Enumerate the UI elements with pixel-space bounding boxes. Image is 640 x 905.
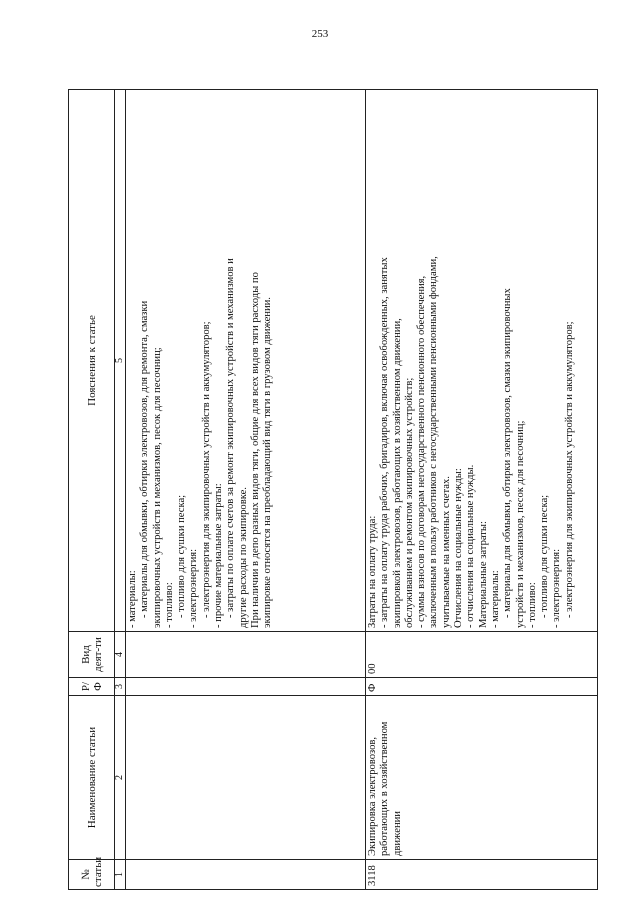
rf-cell: [126, 678, 366, 696]
explanation-line: обслуживанием и ремонтом экипировочных устройств;: [403, 377, 415, 628]
explanation-line: экипировкой электровозов, работающих в хозяйственном движении,: [391, 318, 403, 628]
explanation-line: - затраты по оплате счетов за ремонт экипировочных устройств и механизмов и: [225, 258, 237, 618]
explanation-line: - материалы:: [127, 570, 138, 628]
header-rf: Р/Ф: [69, 678, 115, 696]
explanation-line: - топливо для сушки песка;: [176, 494, 188, 618]
explanation-line: - электроэнергия для экипировочных устройств и аккумуляторов;: [563, 321, 575, 618]
explanation-line: - отчисления на социальные нужды.: [465, 464, 477, 628]
explanation-line: экипировочных устройств и механизмов, песок для песочниц;: [151, 347, 163, 628]
explanation-line: другие расходы по экипировке.: [237, 487, 249, 628]
column-number: 4: [115, 632, 126, 678]
explanation-cell: [366, 90, 598, 632]
header-article-number: № статьи: [69, 860, 115, 890]
explanation-line: - топливо:: [526, 582, 538, 628]
explanation-line: устройств и механизмов, песок для песочниц;: [514, 420, 526, 628]
explanation-line: Затраты на оплату труда:: [367, 515, 378, 628]
explanation-line: экипировке относятся на преобладающий вид тяги в грузовом движении.: [262, 297, 274, 628]
explanation-line: - электроэнергия:: [551, 548, 563, 628]
column-number: 3: [115, 678, 126, 696]
activity-cell: 00: [366, 632, 598, 678]
header-article-name: Наименование статьи: [69, 696, 115, 860]
column-number: 2: [115, 696, 126, 860]
explanation-line: - топливо:: [163, 582, 175, 628]
article-name-cell: Экипировка электровозов, работающих в хозяйственном движении: [366, 696, 598, 860]
explanation-line: - электроэнергия:: [188, 548, 200, 628]
rf-cell: Ф: [366, 678, 598, 696]
column-number: 5: [115, 90, 126, 632]
rotated-table-page: [68, 90, 598, 890]
explanation-line: учитываемые на именных счетах.: [440, 476, 452, 628]
explanation-line: - суммы взносов по договорам негосударственного пенсионного обеспечения,: [416, 275, 428, 628]
article-number-cell: [126, 860, 366, 890]
explanation-line: - прочие материальные затраты:: [213, 483, 225, 628]
column-number-row: [115, 90, 126, 890]
explanation-line: - материалы для обмывки, обтирки электровозов, для ремонта, смазки: [139, 300, 151, 618]
table-row: [126, 90, 366, 890]
articles-table: [68, 89, 598, 890]
header-activity-type: Вид деят-ти: [69, 632, 115, 678]
explanation-line: - топливо для сушки песка;: [539, 494, 551, 618]
explanation-line: - материалы:: [489, 570, 501, 628]
article-number-cell: 3118: [366, 860, 598, 890]
table-header-row: [69, 90, 115, 890]
explanation-line: - электроэнергия для экипировочных устройств и аккумуляторов;: [200, 321, 212, 618]
header-explanation: Пояснения к статье: [69, 90, 115, 632]
explanation-cell: [126, 90, 366, 632]
explanation-line: заключенным в пользу работников с негосударственными пенсионными фондами,: [428, 256, 440, 628]
explanation-line: Материальные затраты:: [477, 521, 489, 628]
article-name-cell: [126, 696, 366, 860]
explanation-line: Отчисления на социальные нужды:: [453, 468, 465, 628]
explanation-line: - затраты на оплату труда рабочих, бригадиров, включая освобожденных, занятых: [379, 257, 391, 628]
page-number: 253: [311, 28, 329, 40]
explanation-line: - материалы для обмывки, обтирки электровозов, смазки экипировочных: [502, 288, 514, 618]
explanation-line: При наличии в депо разных видов тяги, общие для всех видов тяги расходы по: [249, 272, 261, 628]
table-row: [366, 90, 598, 890]
column-number: 1: [115, 860, 126, 890]
activity-cell: [126, 632, 366, 678]
